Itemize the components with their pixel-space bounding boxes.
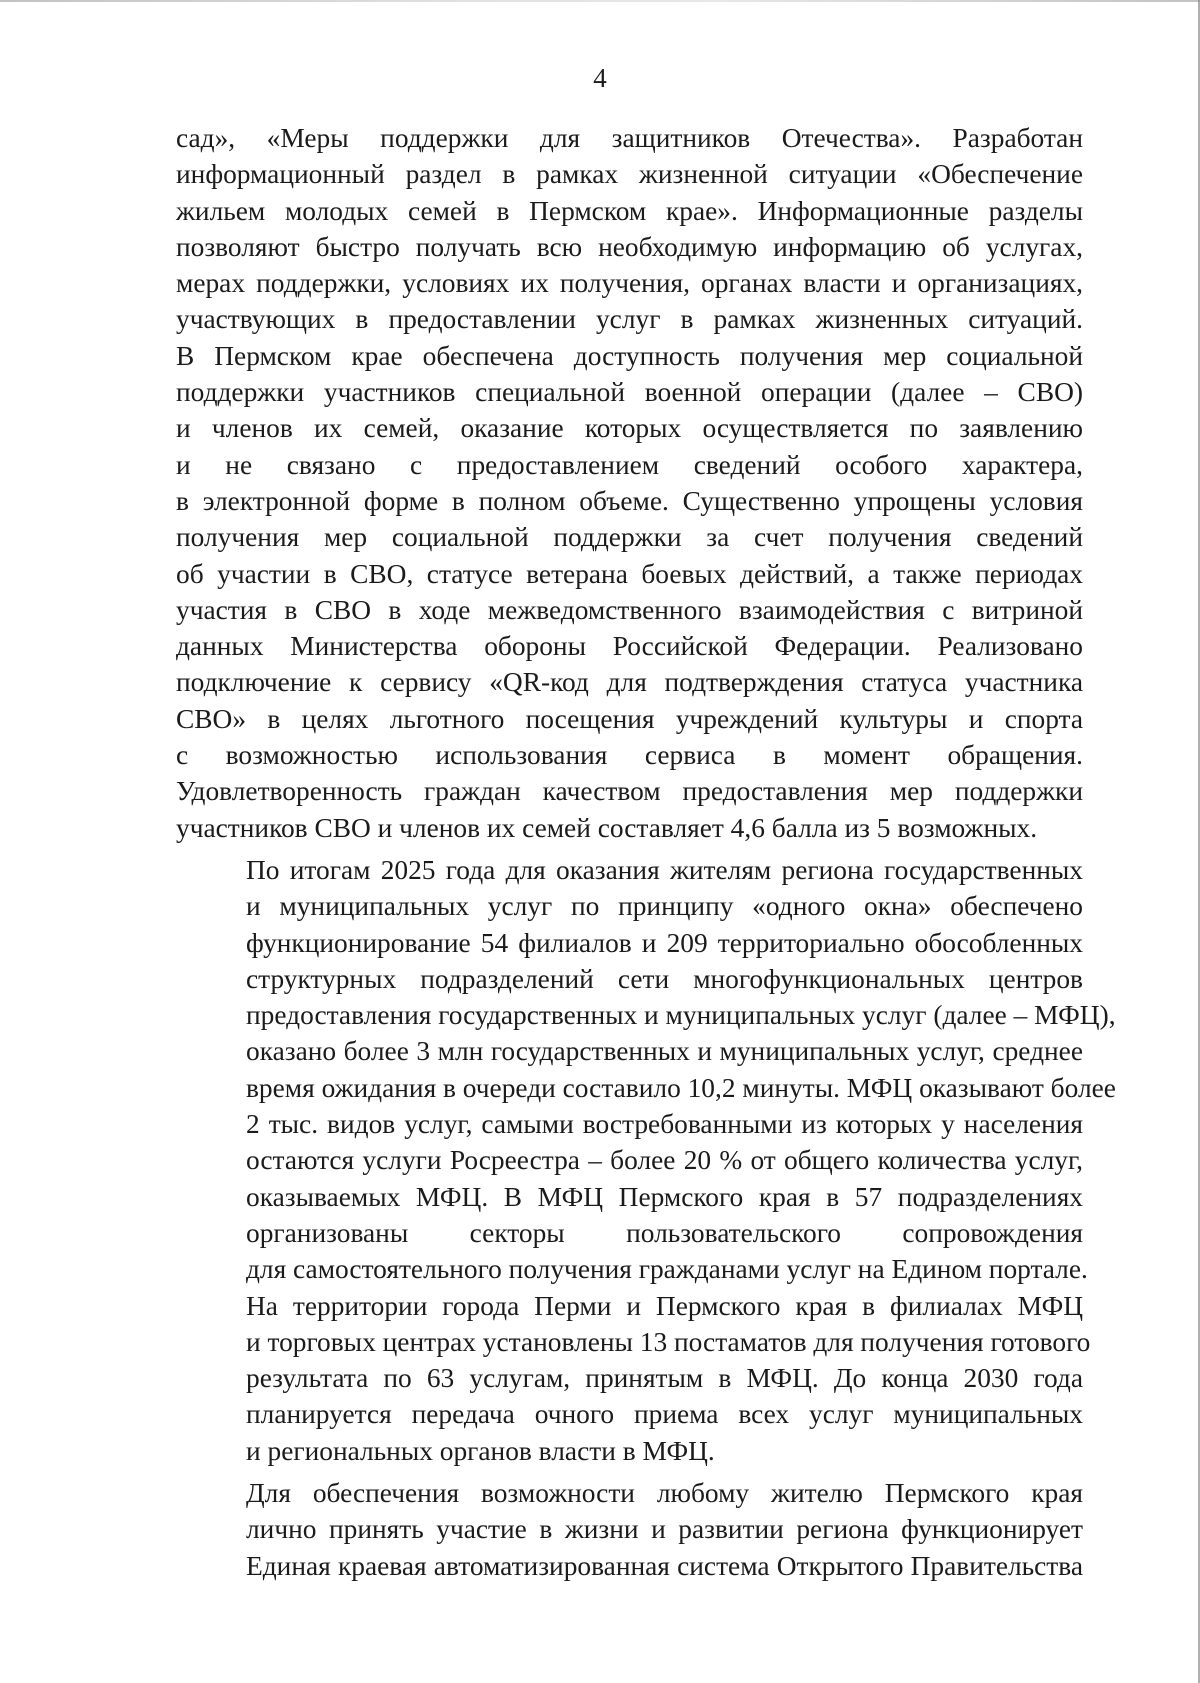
text-line: получения мер социальной поддержки за счет получения сведений [176, 522, 1083, 553]
text-line: Для обеспечения возможности любому жителю Пермского края [246, 1477, 1083, 1508]
text-line: в электронной форме в полном объеме. Существенно упрощены условия [176, 485, 1083, 516]
text-line: сад», «Меры поддержки для защитников Отечества». Разработан [176, 123, 1083, 153]
text-line: и муниципальных услуг по принципу «одного окна» обеспечено [246, 891, 1083, 922]
text-line: структурных подразделений сети многофункциональных центров [246, 963, 1083, 994]
text-line: подключение к сервису «QR-код для подтверждения статуса участника [176, 667, 1083, 698]
page-number: 4 [593, 63, 607, 93]
text-line: лично принять участие в жизни и развитии региона функционирует [246, 1514, 1083, 1545]
document-body [176, 120, 1116, 1590]
text-line: По итогам 2025 года для оказания жителям региона государственных [246, 854, 1083, 885]
text-line: функционирование 54 филиалов и 209 территориально обособленных [246, 927, 1083, 958]
text-line: мерах поддержки, условиях их получения, органах власти и организациях, [176, 268, 1083, 299]
text-line: и не связано с предоставлением сведений особого характера, [176, 449, 1083, 480]
text-line: время ожидания в очереди составило 10,2 минуты. МФЦ оказывают более [246, 1072, 1116, 1103]
paragraph-open-government [176, 1475, 1083, 1584]
text-line: На территории города Перми и Пермского края в филиалах МФЦ [246, 1290, 1083, 1321]
text-line: данных Министерства обороны Российской Федерации. Реализовано [176, 631, 1083, 662]
text-line: информационный раздел в рамках жизненной ситуации «Обеспечение [176, 159, 1083, 190]
text-line: и торговых центрах установлены 13 постаматов для получения готового [246, 1326, 1091, 1357]
paragraph-mery-podderzhki [176, 120, 1083, 846]
text-line: оказываемых МФЦ. В МФЦ Пермского края в 57 подразделениях [246, 1181, 1083, 1212]
text-line: оказано более 3 млн государственных и муниципальных услуг, среднее [246, 1036, 1083, 1067]
text-line: и региональных органов власти в МФЦ. [246, 1435, 715, 1466]
text-line: позволяют быстро получать всю необходимую информацию об услугах, [176, 231, 1083, 262]
text-line: Единая краевая автоматизированная система Открытого Правительства [246, 1550, 1083, 1581]
text-line: об участии в СВО, статусе ветерана боевых действий, а также периодах [176, 558, 1083, 589]
text-line: предоставления государственных и муниципальных услуг (далее – МФЦ), [246, 1000, 1116, 1031]
scan-top-edge [0, 0, 1200, 2]
paragraph-mfc [176, 852, 1116, 1469]
text-line: организованы секторы пользовательского сопровождения [246, 1217, 1083, 1248]
text-line: В Пермском крае обеспечена доступность получения мер социальной [176, 340, 1083, 371]
text-line: поддержки участников специальной военной операции (далее – СВО) [176, 377, 1083, 408]
text-line: участвующих в предоставлении услуг в рамках жизненных ситуаций. [176, 304, 1083, 335]
text-line: с возможностью использования сервиса в момент обращения. [176, 740, 1083, 771]
text-line: и членов их семей, оказание которых осуществляется по заявлению [176, 413, 1083, 444]
text-line: для самостоятельного получения гражданами услуг на Едином портале. [246, 1254, 1088, 1285]
text-line: СВО» в целях льготного посещения учреждений культуры и спорта [176, 703, 1083, 734]
text-line: 2 тыс. видов услуг, самыми востребованными из которых у населения [246, 1109, 1083, 1140]
text-line: участия в СВО в ходе межведомственного взаимодействия с витриной [176, 594, 1083, 625]
text-line: остаются услуги Росреестра – более 20 % от общего количества услуг, [246, 1145, 1083, 1176]
text-line: планируется передача очного приема всех услуг муниципальных [246, 1399, 1083, 1430]
text-line: участников СВО и членов их семей составляет 4,6 балла из 5 возможных. [176, 812, 1038, 843]
text-line: жильем молодых семей в Пермском крае». Информационные разделы [176, 195, 1083, 226]
text-line: результата по 63 услугам, принятым в МФЦ. До конца 2030 года [246, 1363, 1083, 1394]
text-line: Удовлетворенность граждан качеством предоставления мер поддержки [176, 776, 1083, 807]
